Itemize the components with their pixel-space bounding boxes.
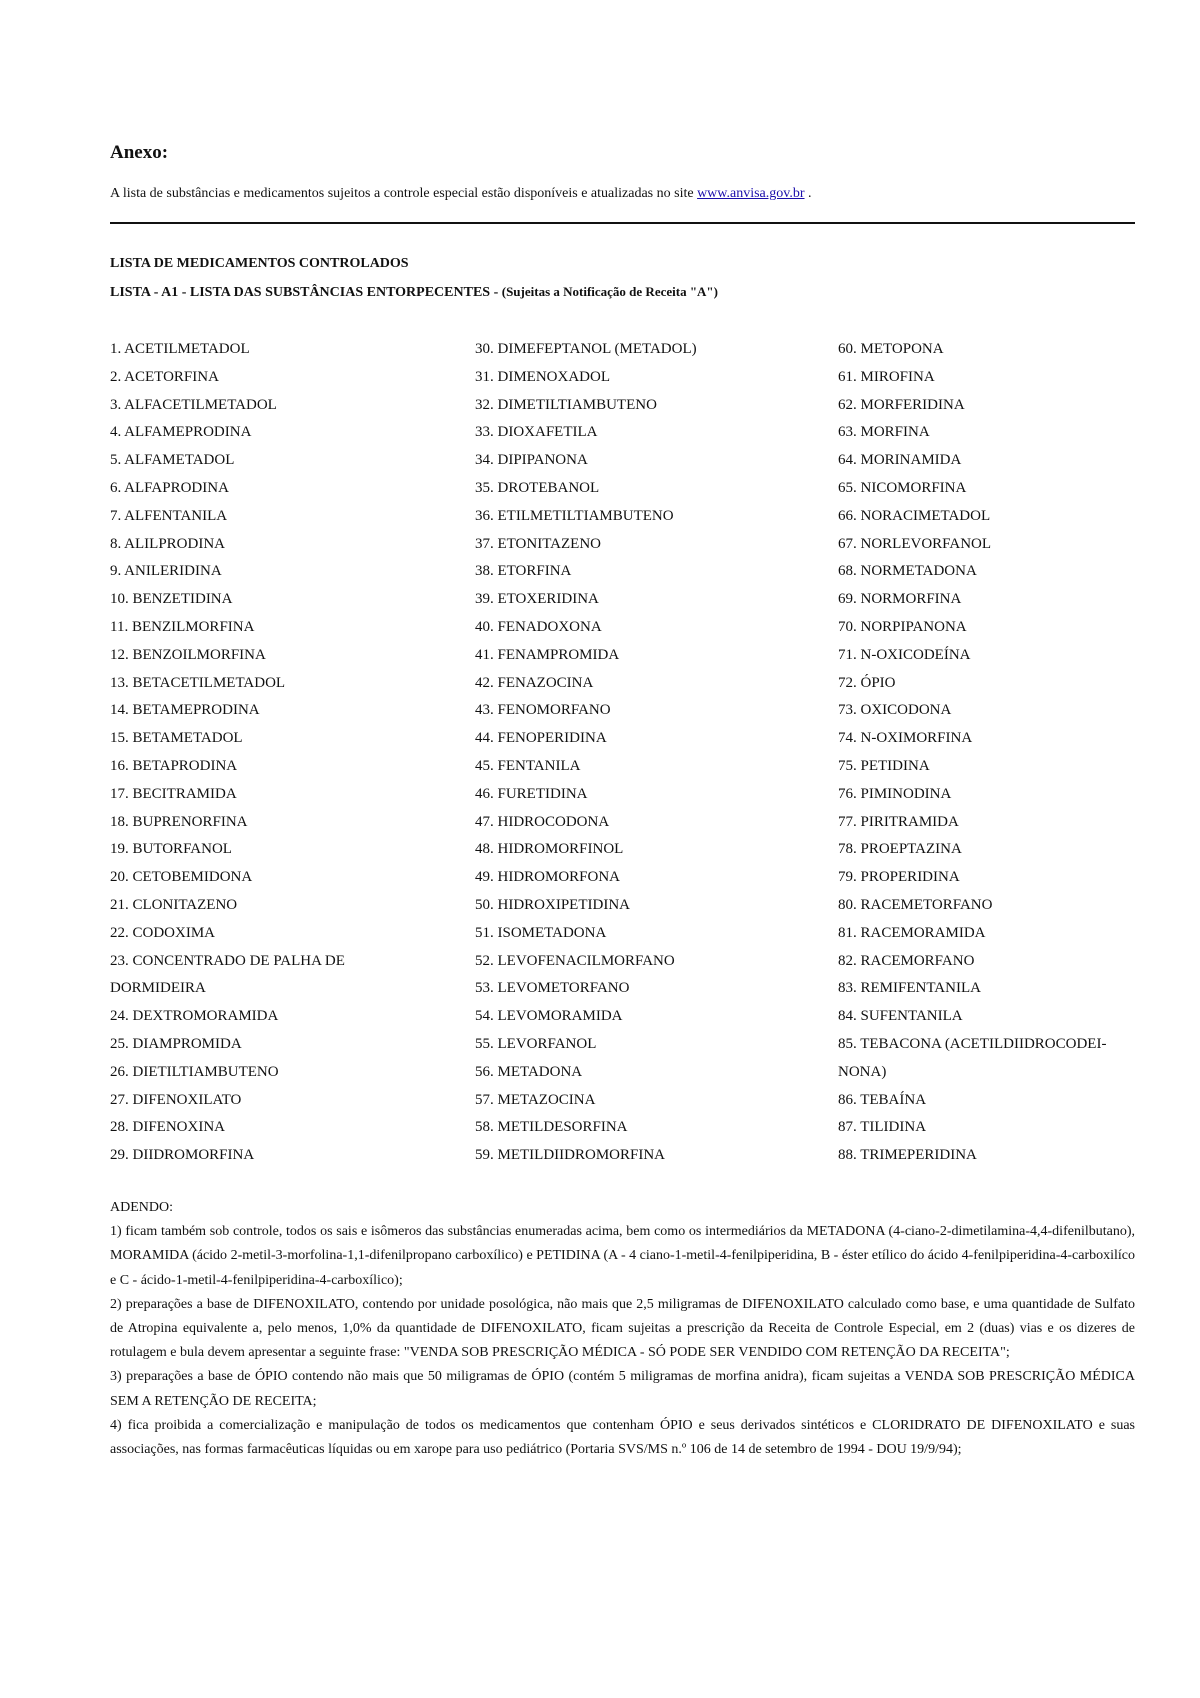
substance-item: 3. ALFACETILMETADOL <box>110 396 277 413</box>
substance-item: 73. OXICODONA <box>838 702 952 719</box>
substance-item: 65. NICOMORFINA <box>838 479 967 496</box>
annex-description: A lista de substâncias e medicamentos sujeitos a controle especial estão disponíveis e atualizadas no site <box>110 186 694 201</box>
substance-item: 45. FENTANILA <box>475 757 581 774</box>
substance-item: 74. N-OXIMORFINA <box>838 730 973 747</box>
list-heading-a1 <box>110 284 718 301</box>
annex-period: . <box>808 186 812 201</box>
substance-item: 15. BETAMETADOL <box>110 730 243 747</box>
substance-item: 23. CONCENTRADO DE PALHA DE DORMIDEIRA <box>110 952 345 997</box>
substance-column-3 <box>838 336 1135 1170</box>
substance-item: 28. DIFENOXINA <box>110 1119 225 1136</box>
substance-item: 18. BUPRENORFINA <box>110 813 248 830</box>
substance-item: 26. DIETILTIAMBUTENO <box>110 1063 279 1080</box>
substance-item: 75. PETIDINA <box>838 757 930 774</box>
substance-item: 29. DIIDROMORFINA <box>110 1147 255 1164</box>
substance-item: 72. ÓPIO <box>838 674 896 691</box>
substance-item: 49. HIDROMORFONA <box>475 869 621 886</box>
substance-item: 41. FENAMPROMIDA <box>475 646 620 663</box>
substance-item: 48. HIDROMORFINOL <box>475 841 624 858</box>
substance-item: 86. TEBAÍNA <box>838 1091 927 1108</box>
substance-item: 85. TEBACONA (ACETILDIIDROCODEI-NONA) <box>838 1035 1107 1080</box>
annex-title: Anexo: <box>110 142 169 163</box>
addendum-item: 2) preparações a base de DIFENOXILATO, contendo por unidade posológica, não mais que 2,5 miligramas de DIFENOXILATO calculado como base, e uma quantidade de Sulfato de Atropina equivalente a, pelo menos, 1,0% da quantidade de DIFENOXILATO, ficam sujeitas a prescrição da Receita de Controle Especial, em 2 (duas) vias e os dizeres de rotulagem e bula devem apresentar a seguinte frase: "VENDA SOB PRESCRIÇÃO MÉDICA - SÓ PODE SER VENDIDO COM RETENÇÃO DA RECEITA"; <box>110 1296 1135 1361</box>
substance-item: 82. RACEMORFANO <box>838 952 975 969</box>
substance-item: 46. FURETIDINA <box>475 785 588 802</box>
substance-item: 21. CLONITAZENO <box>110 896 238 913</box>
substance-item: 27. DIFENOXILATO <box>110 1091 242 1108</box>
substance-item: 13. BETACETILMETADOL <box>110 674 286 691</box>
substance-item: 59. METILDIIDROMORFINA <box>475 1147 665 1164</box>
substance-item: 32. DIMETILTIAMBUTENO <box>475 396 657 413</box>
substance-item: 81. RACEMORAMIDA <box>838 924 986 941</box>
substance-item: 64. MORINAMIDA <box>838 452 962 469</box>
substance-item: 63. MORFINA <box>838 424 930 441</box>
substance-item: 37. ETONITAZENO <box>475 535 601 552</box>
substance-item: 57. METAZOCINA <box>475 1091 596 1108</box>
substance-item: 7. ALFENTANILA <box>110 507 228 524</box>
substance-item: 76. PIMINODINA <box>838 785 952 802</box>
substance-item: 71. N-OXICODEÍNA <box>838 646 971 663</box>
addendum-section <box>110 1196 1135 1462</box>
substance-item: 1. ACETILMETADOL <box>110 341 250 357</box>
substance-item: 47. HIDROCODONA <box>475 813 610 830</box>
substance-item: 55. LEVORFANOL <box>475 1035 597 1052</box>
substance-item: 10. BENZETIDINA <box>110 591 233 608</box>
substance-item: 17. BECITRAMIDA <box>110 785 237 802</box>
substance-item: 66. NORACIMETADOL <box>838 507 991 524</box>
substance-item: 43. FENOMORFANO <box>475 702 611 719</box>
list-heading-a1-note: (Sujeitas a Notificação de Receita "A") <box>501 284 718 299</box>
substance-item: 51. ISOMETADONA <box>475 924 607 941</box>
substance-column-1 <box>110 336 380 1170</box>
addendum-item: 4) fica proibida a comercialização e manipulação de todos os medicamentos que contenham ÓPIO e seus derivados sintéticos e CLORIDRATO DE DIFENOXILATO e suas associações, nas formas farmacêuticas líquidas ou em xarope para uso pediátrico (Portaria SVS/MS n.º 106 de 14 de setembro de 1994 - DOU 19/9/94); <box>110 1417 1135 1458</box>
substance-item: 68. NORMETADONA <box>838 563 977 580</box>
substance-item: 83. REMIFENTANILA <box>838 980 981 997</box>
substance-item: 62. MORFERIDINA <box>838 396 965 413</box>
substance-item: 6. ALFAPRODINA <box>110 479 229 496</box>
substance-item: 80. RACEMETORFANO <box>838 896 993 913</box>
substance-item: 40. FENADOXONA <box>475 618 602 635</box>
substance-item: 84. SUFENTANILA <box>838 1008 963 1025</box>
substance-item: 22. CODOXIMA <box>110 924 215 941</box>
annex-text <box>110 186 812 202</box>
substance-item: 4. ALFAMEPRODINA <box>110 424 252 441</box>
substance-item: 5. ALFAMETADOL <box>110 452 235 469</box>
substance-item: 77. PIRITRAMIDA <box>838 813 959 830</box>
substance-item: 36. ETILMETILTIAMBUTENO <box>475 507 674 524</box>
substance-item: 87. TILIDINA <box>838 1119 927 1136</box>
addendum-title: ADENDO: <box>110 1200 173 1215</box>
substance-item: 61. MIROFINA <box>838 368 935 385</box>
substance-item: 39. ETOXERIDINA <box>475 591 599 608</box>
addendum-item: 1) ficam também sob controle, todos os sais e isômeros das substâncias enumeradas acima, bem como os intermediários da METADONA (4-ciano-2-dimetilamina-4,4-difenilbutano), MORAMIDA (ácido 2-metil-3-morfolina-1,1-difenilpropano carboxílico) e PETIDINA (A - 4 ciano-1-metil-4-fenilpiperidina, B - éster etílico do ácido 4-fenilpiperidina-4-carboxilíco e C - ácido-1-metil-4-fenilpiperidina-4-carboxílico); <box>110 1224 1135 1288</box>
anvisa-link[interactable]: www.anvisa.gov.br <box>697 186 805 201</box>
substance-item: 33. DIOXAFETILA <box>475 424 598 441</box>
substance-item: 60. METOPONA <box>838 341 944 357</box>
substance-item: 53. LEVOMETORFANO <box>475 980 630 997</box>
substance-item: 69. NORMORFINA <box>838 591 962 608</box>
substance-item: 14. BETAMEPRODINA <box>110 702 260 719</box>
substance-item: 24. DEXTROMORAMIDA <box>110 1008 279 1025</box>
addendum-item: 3) preparações a base de ÓPIO contendo não mais que 50 miligramas de ÓPIO (contém 5 miligramas de morfina anidra), ficam sujeitas a VENDA SOB PRESCRIÇÃO MÉDICA SEM A RETENÇÃO DE RECEITA; <box>110 1369 1135 1409</box>
substance-item: 30. DIMEFEPTANOL (METADOL) <box>475 341 697 357</box>
substance-item: 20. CETOBEMIDONA <box>110 869 253 886</box>
substance-item: 79. PROPERIDINA <box>838 869 960 886</box>
substance-item: 12. BENZOILMORFINA <box>110 646 266 663</box>
substance-item: 25. DIAMPROMIDA <box>110 1035 242 1052</box>
substance-item: 9. ANILERIDINA <box>110 563 222 580</box>
substance-item: 44. FENOPERIDINA <box>475 730 607 747</box>
substance-item: 35. DROTEBANOL <box>475 479 600 496</box>
horizontal-divider <box>110 222 1135 224</box>
substance-item: 34. DIPIPANONA <box>475 452 588 469</box>
substance-item: 11. BENZILMORFINA <box>110 618 255 635</box>
substance-item: 88. TRIMEPERIDINA <box>838 1147 977 1164</box>
substance-item: 78. PROEPTAZINA <box>838 841 962 858</box>
substance-item: 16. BETAPRODINA <box>110 757 238 774</box>
substance-item: 31. DIMENOXADOL <box>475 368 610 385</box>
substance-item: 8. ALILPRODINA <box>110 535 225 552</box>
substance-item: 54. LEVOMORAMIDA <box>475 1008 623 1025</box>
substance-item: 67. NORLEVORFANOL <box>838 535 992 552</box>
substance-item: 42. FENAZOCINA <box>475 674 594 691</box>
substance-item: 38. ETORFINA <box>475 563 572 580</box>
list-heading-main: LISTA DE MEDICAMENTOS CONTROLADOS <box>110 256 409 271</box>
list-heading-a1-title: LISTA - A1 - LISTA DAS SUBSTÂNCIAS ENTORPECENTES - <box>110 285 499 300</box>
substance-item: 52. LEVOFENACILMORFANO <box>475 952 675 969</box>
substance-item: 58. METILDESORFINA <box>475 1119 628 1136</box>
substance-item: 2. ACETORFINA <box>110 368 219 385</box>
substance-item: 56. METADONA <box>475 1063 583 1080</box>
substance-column-2 <box>475 336 805 1170</box>
substance-item: 19. BUTORFANOL <box>110 841 232 858</box>
substance-item: 50. HIDROXIPETIDINA <box>475 896 630 913</box>
substance-item: 70. NORPIPANONA <box>838 618 967 635</box>
